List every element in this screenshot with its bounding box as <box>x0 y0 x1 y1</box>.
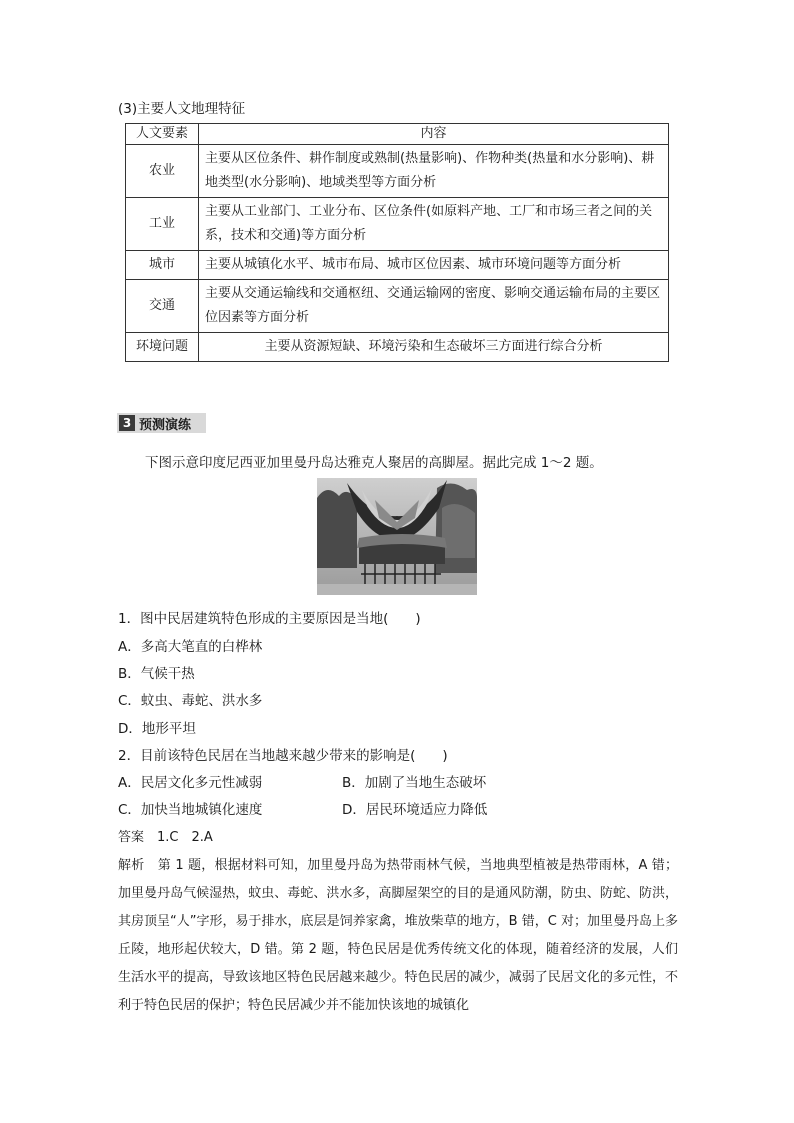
question-1-option-c: C．蚊虫、毒蛇、洪水多 <box>118 693 263 709</box>
analysis-paragraph: 解析 第 1 题，根据材料可知，加里曼丹岛为热带雨林气候，当地典型植被是热带雨林，A 错；加里曼丹岛气候湿热，蚊虫、毒蛇、洪水多，高脚屋架空的目的是通风防潮，防虫、防蛇、防洪，其房顶呈“人”字形，易于排水，底层是饲养家禽，堆放柴草的地方，B 错，C 对；加里曼丹岛上多丘陵，地形起伏较大，D 错。第 2 题，特色民居是优秀传统文化的体现，随着经济的发展，人们生活水平的提高，导致该地区特色民居越来越少。特色民居的减少，减弱了民居文化的多元性，不利于特色民居的保护；特色民居减少并不能加快该地的城镇化 <box>118 858 678 1013</box>
human-geography-table <box>125 123 669 362</box>
question-1-option-d: D．地形平坦 <box>118 721 196 737</box>
question-1-option-b: B．气候干热 <box>118 666 195 682</box>
banner-label: 预测演练 <box>139 417 192 433</box>
question-2-option-b: B．加剧了当地生态破坏 <box>342 775 487 791</box>
row-content: 主要从城镇化水平、城市布局、城市区位因素、城市环境问题等方面分析 <box>199 251 669 280</box>
table-row <box>126 198 669 251</box>
row-factor: 城市 <box>126 251 199 280</box>
header-factor: 人文要素 <box>126 124 199 145</box>
row-factor: 环境问题 <box>126 333 199 362</box>
question-2-option-a: A．民居文化多元性减弱 <box>118 775 263 791</box>
row-factor: 工业 <box>126 198 199 251</box>
intro-text: 下图示意印度尼西亚加里曼丹岛达雅克人聚居的高脚屋。据此完成 1～2 题。 <box>145 455 603 471</box>
row-content: 主要从资源短缺、环境污染和生态破坏三方面进行综合分析 <box>199 333 669 362</box>
table-header-row <box>126 124 669 145</box>
question-2-stem: 2．目前该特色民居在当地越来越少带来的影响是( ) <box>118 748 448 764</box>
question-2-option-c: C．加快当地城镇化速度 <box>118 802 263 818</box>
row-factor: 交通 <box>126 280 199 333</box>
question-1-stem: 1．图中民居建筑特色形成的主要原因是当地( ) <box>118 611 421 627</box>
table-row <box>126 145 669 198</box>
question-1-option-a: A．多高大笔直的白桦林 <box>118 639 263 655</box>
row-content: 主要从区位条件、耕作制度或熟制(热量影响)、作物种类(热量和水分影响)、耕地类型(水分影响)、地域类型等方面分析 <box>199 145 669 198</box>
section-title: (3)主要人文地理特征 <box>118 101 246 117</box>
stilt-house-photo <box>317 478 477 595</box>
table-row <box>126 280 669 333</box>
banner-number: 3 <box>119 415 135 431</box>
table-row <box>126 333 669 362</box>
question-2-option-d: D．居民环境适应力降低 <box>342 802 488 818</box>
row-factor: 农业 <box>126 145 199 198</box>
row-content: 主要从交通运输线和交通枢纽、交通运输网的密度、影响交通运输布局的主要区位因素等方面分析 <box>199 280 669 333</box>
row-content: 主要从工业部门、工业分布、区位条件(如原料产地、工厂和市场三者之间的关系，技术和交通)等方面分析 <box>199 198 669 251</box>
header-content: 内容 <box>199 124 669 145</box>
section-banner <box>117 413 206 433</box>
answer-line: 答案 1.C 2.A <box>118 830 213 845</box>
table-row <box>126 251 669 280</box>
